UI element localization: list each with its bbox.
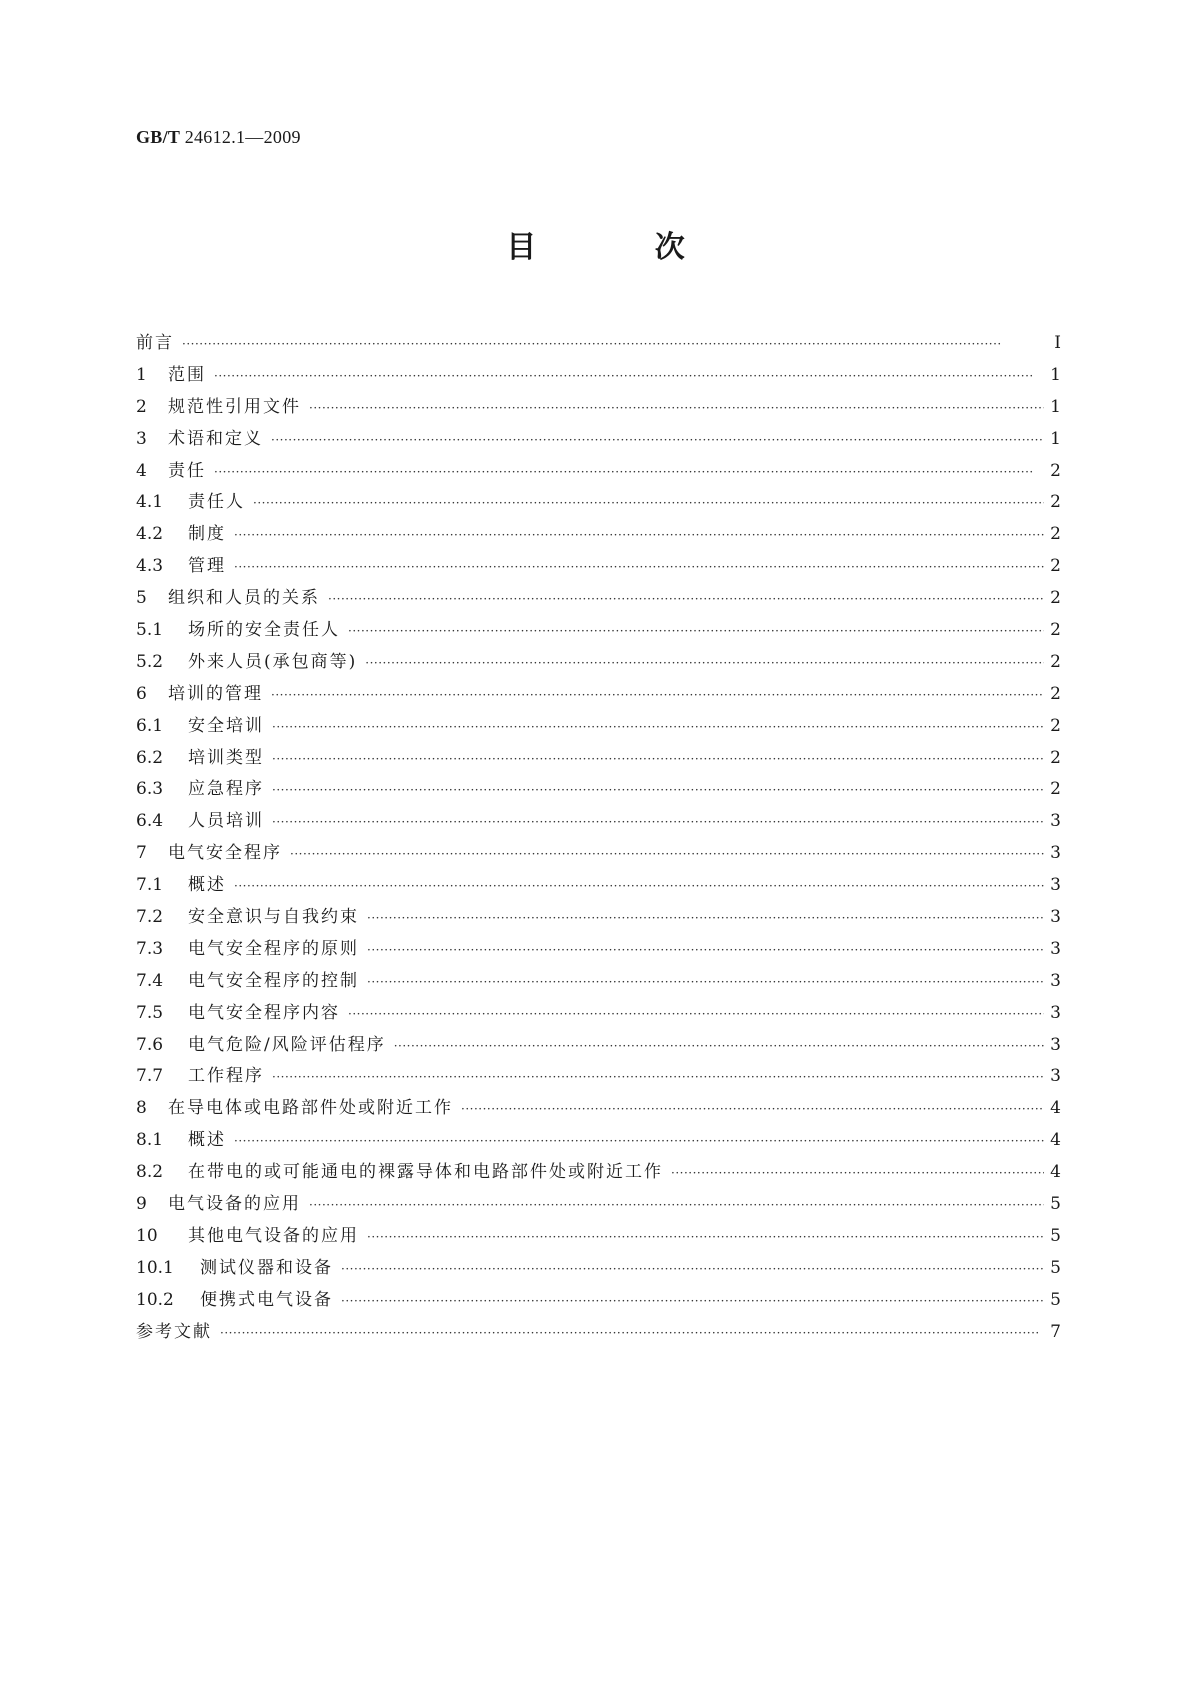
toc-entry[interactable] [136,870,1061,902]
toc-entry[interactable] [136,1030,1061,1062]
toc-entry-label: 前言 [136,333,174,353]
toc-entry[interactable] [136,360,1061,392]
toc-entry-number: 4.3 [136,556,164,577]
toc-entry[interactable] [136,902,1061,934]
toc-entry[interactable] [136,1125,1061,1157]
toc-title: 目 次 [506,230,739,265]
toc-dot-leader [367,911,1044,925]
toc-entry[interactable] [136,647,1061,679]
toc-entry-number: 7.3 [136,938,164,959]
toc-entry-page: 3 [1050,970,1061,991]
toc-entry-label: 责任人 [188,492,245,513]
toc-entry-number: 4 [136,460,147,481]
toc-entry[interactable] [136,838,1061,870]
toc-entry-page: 2 [1050,747,1061,768]
toc-entry[interactable] [136,998,1061,1030]
toc-dot-leader [220,1326,1044,1340]
toc-entry-number: 8 [136,1098,147,1119]
toc-dot-leader [394,1039,1044,1053]
toc-entry[interactable] [136,711,1061,743]
toc-entry[interactable] [136,519,1061,551]
toc-dot-leader [309,401,1044,415]
toc-dot-leader [272,815,1044,829]
toc-entry-page: 7 [1050,1321,1061,1342]
toc-entry-label: 外来人员(承包商等) [188,651,358,672]
toc-entry-label: 电气安全程序的原则 [188,938,359,959]
toc-entry-page: 5 [1050,1257,1061,1278]
toc-entry-label: 在带电的或可能通电的裸露导体和电路部件处或附近工作 [188,1162,663,1183]
toc-entry-number: 7 [136,843,147,864]
toc-entry-label: 电气危险/风险评估程序 [188,1034,386,1055]
toc-entry-number: 4.1 [136,492,164,513]
toc-entry-label: 便携式电气设备 [200,1289,333,1310]
toc-entry-label: 在导电体或电路部件处或附近工作 [168,1098,453,1119]
toc-entry-number: 10.1 [136,1257,174,1278]
toc-entry[interactable] [136,934,1061,966]
toc-dot-leader [309,1198,1044,1212]
table-of-contents [136,328,1061,1349]
toc-entry-page: 3 [1050,938,1061,959]
toc-entry-number: 5.2 [136,651,164,672]
toc-dot-leader [214,465,1044,479]
toc-entry-page: 2 [1050,651,1061,672]
toc-entry-page: 3 [1050,907,1061,928]
toc-dot-leader [271,688,1044,702]
toc-entry[interactable] [136,743,1061,775]
toc-entry-label: 人员培训 [188,811,264,832]
toc-entry-page: 3 [1050,1066,1061,1087]
toc-entry-number: 7.7 [136,1066,164,1087]
toc-dot-leader [253,496,1044,510]
toc-entry-page: 3 [1050,875,1061,896]
toc-entry-number: 6 [136,683,147,704]
toc-entry-label: 范围 [168,364,206,385]
toc-entry-label: 安全培训 [188,715,264,736]
toc-entry-page: 3 [1050,1034,1061,1055]
toc-entry-page: 1 [1050,428,1061,449]
toc-dot-leader [272,720,1044,734]
toc-entry-label: 场所的安全责任人 [188,620,340,641]
toc-dot-leader [271,433,1044,447]
toc-entry-number: 3 [136,428,147,449]
toc-dot-leader [367,975,1044,989]
toc-dot-leader [367,943,1044,957]
toc-entry-label: 培训类型 [188,747,264,768]
toc-entry-label: 工作程序 [188,1066,264,1087]
toc-entry-number: 6.3 [136,779,164,800]
toc-entry-label: 管理 [188,556,226,577]
toc-dot-leader [290,847,1044,861]
toc-entry-page: 2 [1050,524,1061,545]
toc-entry-number: 7.6 [136,1034,164,1055]
toc-entry-page: 1 [1050,396,1061,417]
toc-entry-label: 电气安全程序内容 [188,1002,340,1023]
toc-entry[interactable] [136,1317,1061,1349]
toc-entry-page: 5 [1050,1289,1061,1310]
toc-entry[interactable] [136,1221,1061,1253]
toc-entry[interactable] [136,583,1061,615]
toc-dot-leader [234,879,1044,893]
toc-entry-label: 应急程序 [188,779,264,800]
toc-entry-number: 8.1 [136,1130,164,1151]
toc-entry-number: 7.4 [136,970,164,991]
toc-entry-number: 6.2 [136,747,164,768]
toc-dot-leader [328,592,1044,606]
toc-dot-leader [461,1102,1044,1116]
toc-entry-page: 2 [1050,460,1061,481]
toc-entry-number: 9 [136,1194,147,1215]
toc-dot-leader [234,1134,1044,1148]
toc-dot-leader [272,1070,1044,1084]
toc-dot-leader [341,1294,1044,1308]
toc-entry-number: 7.2 [136,907,164,928]
toc-entry-label: 测试仪器和设备 [200,1257,333,1278]
toc-entry-label: 规范性引用文件 [168,396,301,417]
toc-entry[interactable] [136,966,1061,998]
toc-entry-page: 3 [1050,843,1061,864]
toc-dot-leader [214,369,1044,383]
toc-dot-leader [367,1230,1044,1244]
toc-entry[interactable] [136,1253,1061,1285]
toc-entry-page: 5 [1050,1225,1061,1246]
toc-entry-label: 术语和定义 [168,428,263,449]
toc-entry-label: 培训的管理 [168,683,263,704]
toc-entry[interactable] [136,615,1061,647]
toc-entry[interactable] [136,392,1061,424]
toc-entry-number: 7.5 [136,1002,164,1023]
toc-entry-label: 安全意识与自我约束 [188,907,359,928]
toc-entry[interactable] [136,1189,1061,1221]
toc-entry-number: 10.2 [136,1289,174,1310]
toc-entry-number: 1 [136,364,147,385]
toc-entry[interactable] [136,487,1061,519]
toc-entry-number: 2 [136,396,147,417]
toc-entry[interactable] [136,1157,1061,1189]
toc-entry-number: 5.1 [136,620,164,641]
toc-entry[interactable] [136,774,1061,806]
toc-entry-page: 2 [1050,715,1061,736]
toc-entry-number: 4.2 [136,524,164,545]
toc-entry-label: 参考文献 [136,1321,212,1342]
toc-entry[interactable] [136,1093,1061,1125]
toc-entry[interactable] [136,456,1061,488]
toc-entry-number: 10 [136,1225,158,1246]
toc-dot-leader [348,624,1044,638]
toc-dot-leader [348,1007,1044,1021]
toc-entry-page: 2 [1050,492,1061,513]
toc-entry[interactable] [136,328,1061,360]
toc-entry-page: 4 [1050,1162,1061,1183]
toc-entry-label: 电气安全程序 [168,843,282,864]
toc-entry-number: 5 [136,588,147,609]
toc-entry-label: 概述 [188,1130,226,1151]
toc-entry-page: 3 [1050,1002,1061,1023]
toc-entry-label: 电气安全程序的控制 [188,970,359,991]
toc-dot-leader [234,560,1044,574]
toc-entry-number: 6.4 [136,811,164,832]
toc-entry-number: 8.2 [136,1162,164,1183]
toc-dot-leader [671,1166,1044,1180]
toc-entry-label: 制度 [188,524,226,545]
toc-entry[interactable] [136,806,1061,838]
toc-dot-leader [272,783,1044,797]
toc-entry-label: 概述 [188,875,226,896]
toc-entry-number: 6.1 [136,715,164,736]
toc-entry-page: 3 [1050,811,1061,832]
toc-entry-page: 2 [1050,620,1061,641]
toc-entry-page: 1 [1050,364,1061,385]
toc-entry-label: 其他电气设备的应用 [188,1225,359,1246]
toc-entry[interactable] [136,424,1061,456]
standard-code-number: 24612.1—2009 [184,127,301,147]
toc-entry-label: 电气设备的应用 [168,1194,301,1215]
toc-dot-leader [272,752,1044,766]
toc-entry-page: 4 [1050,1098,1061,1119]
toc-entry[interactable] [136,551,1061,583]
toc-entry-number: 7.1 [136,875,164,896]
toc-entry-label: 责任 [168,460,206,481]
toc-dot-leader [182,337,1045,351]
toc-dot-leader [341,1262,1044,1276]
standard-code [136,127,301,148]
standard-code-prefix: GB/T [136,127,180,147]
toc-entry-page: 2 [1050,588,1061,609]
toc-entry-page: 2 [1050,779,1061,800]
toc-dot-leader [234,528,1044,542]
toc-entry-page: 5 [1050,1194,1061,1215]
toc-entry-label: 组织和人员的关系 [168,588,320,609]
toc-entry-page: 2 [1050,556,1061,577]
toc-dot-leader [365,656,1044,670]
toc-entry-page: Ⅰ [1054,333,1061,353]
toc-entry-page: 4 [1050,1130,1061,1151]
toc-entry[interactable] [136,1285,1061,1317]
toc-entry[interactable] [136,1061,1061,1093]
toc-entry[interactable] [136,679,1061,711]
toc-entry-page: 2 [1050,683,1061,704]
